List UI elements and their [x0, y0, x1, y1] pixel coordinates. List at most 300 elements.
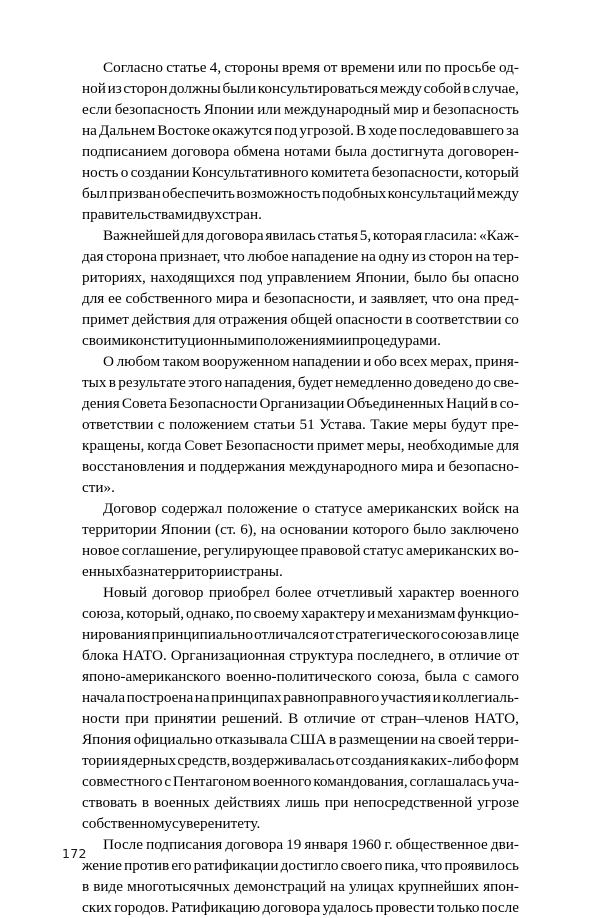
word: ее: [108, 290, 122, 307]
word: Япония: [82, 731, 132, 748]
word: примет: [82, 311, 129, 328]
word: статус: [362, 542, 404, 559]
word: угрозе: [477, 794, 519, 811]
word: двух: [192, 206, 223, 223]
text-line: [82, 288, 519, 309]
word: терри-: [477, 731, 519, 748]
word: г.: [384, 836, 393, 853]
word: обо: [373, 353, 397, 370]
word: нападение: [291, 248, 359, 265]
text-line: [82, 225, 519, 246]
word: Наций: [446, 395, 489, 412]
word: Согласно: [103, 59, 163, 76]
word: мира: [215, 290, 249, 307]
word: между: [476, 185, 519, 202]
text-line: [82, 393, 519, 414]
word: безопасность: [114, 101, 201, 118]
word: комитета: [310, 164, 370, 181]
word: военно-политического: [226, 668, 372, 685]
word: японо-американского: [82, 668, 221, 685]
word: стран–членов: [380, 710, 469, 727]
word: управлением: [266, 269, 351, 286]
word: обеспечить: [162, 185, 235, 202]
word: США: [290, 731, 327, 748]
word: равноправного: [283, 689, 380, 706]
word: Японии: [203, 101, 255, 118]
word: Организации: [259, 395, 345, 412]
word: положение: [227, 500, 298, 517]
word: на: [504, 500, 519, 517]
text-line: [82, 372, 519, 393]
word: отчетливый: [316, 584, 393, 601]
word: Объединенных: [346, 395, 445, 412]
word: крупнейших: [398, 878, 480, 895]
word: последовавшего: [398, 122, 505, 139]
word: Организационная: [170, 647, 286, 664]
word: с: [462, 668, 470, 685]
word: будут: [451, 416, 487, 433]
word: ответствии: [82, 416, 154, 433]
word: создании: [130, 164, 190, 181]
word: когда: [147, 437, 182, 454]
word: сторон: [428, 248, 473, 265]
word: между: [379, 80, 422, 97]
word: из: [411, 248, 426, 265]
word: своему: [253, 605, 300, 622]
text-line: [82, 477, 519, 498]
text-line: [82, 708, 519, 729]
word: В: [355, 122, 367, 139]
text-line: [82, 99, 519, 120]
word: немедленно: [335, 374, 412, 391]
word: явилась: [265, 227, 316, 244]
text-line: [82, 603, 519, 624]
word: начала: [82, 689, 126, 706]
word: военного: [252, 773, 312, 790]
word: принципах: [211, 689, 282, 706]
word: однако,: [186, 605, 234, 622]
word: мир: [393, 101, 419, 118]
word: Консультативного: [191, 164, 309, 181]
word: января: [304, 836, 348, 853]
word: на: [260, 521, 276, 538]
text-line: [82, 162, 519, 183]
word: который: [464, 164, 519, 181]
word: угрозой.: [299, 122, 354, 139]
text-line: [82, 351, 519, 372]
word: конституционными: [129, 332, 256, 349]
word: если: [82, 101, 112, 118]
word: 5,: [359, 227, 372, 244]
word: после: [481, 899, 519, 916]
word: официально: [133, 731, 213, 748]
word: и: [421, 101, 430, 118]
word: его: [171, 857, 192, 874]
word: своей: [438, 731, 475, 748]
word: и: [363, 353, 372, 370]
word: территории: [158, 563, 233, 580]
word: случае,: [472, 80, 519, 97]
word: Японии,: [355, 269, 410, 286]
word: статья: [317, 227, 358, 244]
word: по: [425, 59, 441, 76]
paragraph: [82, 498, 519, 582]
word: тории: [82, 752, 120, 769]
text-line: [82, 771, 519, 792]
word: примет: [316, 437, 364, 454]
word: размещении: [338, 731, 419, 748]
word: и: [251, 290, 261, 307]
word: Такие: [370, 416, 409, 433]
paragraph: [82, 57, 519, 225]
word: меры,: [366, 437, 405, 454]
word: безопасно-: [448, 458, 519, 475]
word: отличался: [254, 626, 320, 643]
text-line: [82, 309, 519, 330]
word: характеру: [301, 605, 366, 622]
word: и: [432, 689, 441, 706]
paragraph: [82, 834, 519, 918]
word: только: [436, 899, 480, 916]
word: или: [257, 101, 282, 118]
word: из: [107, 80, 122, 97]
word: 1960: [350, 836, 382, 853]
word: договорен-: [448, 143, 519, 160]
word: союза,: [377, 668, 420, 685]
word: стран.: [222, 206, 262, 223]
word: результате: [118, 374, 186, 391]
word: международный: [284, 101, 391, 118]
word: общей: [290, 311, 333, 328]
word: военных: [154, 794, 210, 811]
word: структура: [289, 647, 354, 664]
word: вооруженном: [202, 353, 290, 370]
word: Договор: [103, 500, 157, 517]
word: Ратификацию: [171, 899, 261, 916]
word: достигнута: [371, 143, 444, 160]
word: правовой: [300, 542, 361, 559]
word: войск: [462, 500, 500, 517]
word: заключено: [450, 521, 519, 538]
word: совместного: [82, 773, 163, 790]
word: опасно: [474, 269, 519, 286]
word: союза,: [82, 605, 125, 622]
text-line: [82, 876, 519, 897]
word: самого: [474, 668, 519, 685]
word: принципиально: [151, 626, 254, 643]
word: с: [164, 773, 172, 790]
word: действия: [131, 311, 191, 328]
word: в: [108, 374, 116, 391]
text-line: [82, 561, 519, 582]
word: коллегиаль-: [442, 689, 519, 706]
word: доведено: [414, 374, 474, 391]
word: сторон: [123, 80, 168, 97]
word: должны: [169, 80, 221, 97]
word: поддержания: [199, 458, 286, 475]
word: 6),: [240, 521, 257, 538]
word: риториях,: [82, 269, 146, 286]
word: ствовать: [82, 794, 137, 811]
text-line: [82, 834, 519, 855]
word: восстановления: [82, 458, 185, 475]
word: безопасности,: [371, 164, 463, 181]
word: на: [143, 563, 159, 580]
word: более: [275, 584, 312, 601]
word: договора: [171, 143, 230, 160]
word: по: [235, 605, 252, 622]
word: признает,: [159, 248, 221, 265]
word: стратегического: [335, 626, 440, 643]
word: от: [335, 752, 350, 769]
word: в: [82, 878, 90, 895]
word: своего: [340, 857, 383, 874]
word: от: [504, 647, 519, 664]
word: обмена: [233, 143, 280, 160]
word: времени: [340, 59, 395, 76]
word: от: [320, 626, 335, 643]
word: и: [436, 458, 445, 475]
word: договор: [152, 584, 204, 601]
body-text-column: [82, 57, 519, 918]
word: ходе: [368, 122, 397, 139]
word: пре-: [491, 416, 519, 433]
word: Востоке: [157, 122, 210, 139]
text-line: [82, 897, 519, 918]
text-line: [82, 78, 519, 99]
text-line: [82, 813, 519, 834]
word: призван: [108, 185, 161, 202]
text-line: [82, 204, 519, 225]
word: соглашалась: [409, 773, 491, 790]
text-line: [82, 414, 519, 435]
word: меры: [412, 416, 447, 433]
word: О: [103, 353, 114, 370]
word: одну: [378, 248, 410, 265]
word: соответствии: [415, 311, 502, 328]
word: которая: [372, 227, 423, 244]
word: ских: [82, 899, 112, 916]
word: под: [239, 269, 263, 286]
word: Безопасности: [169, 395, 258, 412]
word: Важнейшей: [103, 227, 180, 244]
word: подобных: [321, 185, 387, 202]
word: на: [330, 878, 345, 895]
word: в: [490, 395, 498, 412]
word: участия: [380, 689, 432, 706]
word: отражения: [218, 311, 288, 328]
word: соглашение,: [121, 542, 202, 559]
text-line: [82, 519, 519, 540]
word: просьбе: [444, 59, 496, 76]
word: она: [457, 290, 480, 307]
word: стороны: [224, 59, 279, 76]
word: этого: [188, 374, 223, 391]
word: све-: [493, 374, 519, 391]
word: безопасности,: [263, 290, 355, 307]
word: каких-либо: [410, 752, 484, 769]
word: на: [420, 731, 436, 748]
word: демонстраций: [233, 878, 326, 895]
word: любом: [116, 353, 161, 370]
word: ной: [82, 80, 106, 97]
text-line: [82, 267, 519, 288]
word: дви-: [490, 836, 519, 853]
word: было: [413, 521, 447, 538]
text-line: [82, 57, 519, 78]
word: что: [420, 857, 443, 874]
word: для: [181, 227, 205, 244]
word: на: [194, 689, 210, 706]
word: тер-: [492, 248, 519, 265]
paragraph: [82, 351, 519, 498]
word: В: [288, 710, 299, 727]
word: япон-: [483, 878, 519, 895]
word: 51: [299, 416, 315, 433]
word: в: [405, 311, 413, 328]
word: средств,: [177, 752, 231, 769]
text-line: [82, 498, 519, 519]
word: было: [413, 269, 448, 286]
text-line: [82, 183, 519, 204]
word: на: [360, 248, 376, 265]
word: нотами: [283, 143, 331, 160]
text-line: [82, 141, 519, 162]
word: со: [504, 311, 519, 328]
word: находящихся: [150, 269, 235, 286]
word: 19: [286, 836, 302, 853]
word: статье: [166, 59, 207, 76]
word: тых: [82, 374, 107, 391]
word: форм: [484, 752, 519, 769]
word: уча-: [491, 773, 519, 790]
word: гласила:: [424, 227, 478, 244]
word: нирования: [82, 626, 151, 643]
word: Совета: [121, 395, 167, 412]
word: который,: [126, 605, 184, 622]
word: и: [358, 290, 367, 307]
word: на: [475, 248, 491, 265]
word: в: [141, 794, 150, 811]
word: непосредственной: [353, 794, 473, 811]
word: удалось: [322, 899, 374, 916]
word: время: [281, 59, 321, 76]
word: мира: [401, 458, 434, 475]
word: лишь: [285, 794, 320, 811]
word: или: [398, 59, 422, 76]
word: блока: [82, 647, 119, 664]
word: против: [124, 857, 170, 874]
page-number-folio: 172: [62, 846, 87, 861]
word: командования,: [313, 773, 408, 790]
word: Дальнем: [98, 122, 156, 139]
word: Устава.: [319, 416, 366, 433]
word: НАТО.: [122, 647, 167, 664]
word: статусе: [314, 500, 363, 517]
word: жение: [82, 857, 123, 874]
word: для: [193, 311, 216, 328]
word: подписанием: [82, 143, 168, 160]
word: нападении: [292, 353, 361, 370]
word: дения: [82, 395, 120, 412]
paragraph: [82, 225, 519, 351]
text-line: [82, 540, 519, 561]
word: ратификации: [193, 857, 279, 874]
word: Японии: [160, 521, 211, 538]
word: енных: [82, 563, 123, 580]
word: создания: [351, 752, 409, 769]
word: положением: [169, 416, 250, 433]
word: окажутся: [212, 122, 273, 139]
word: и: [187, 458, 197, 475]
word: страны.: [232, 563, 283, 580]
text-line: [82, 330, 519, 351]
word: на: [82, 122, 97, 139]
word: баз: [122, 563, 144, 580]
paragraph: [82, 582, 519, 834]
word: необходимые: [407, 437, 494, 454]
word: нападения,: [224, 374, 296, 391]
word: После: [103, 836, 144, 853]
word: положениями: [255, 332, 344, 349]
word: о: [120, 164, 129, 181]
word: од-: [499, 59, 519, 76]
word: своими: [82, 332, 130, 349]
word: пика,: [384, 857, 419, 874]
word: консультаций: [387, 185, 476, 202]
word: ности: [82, 710, 120, 727]
word: союза: [440, 626, 480, 643]
word: опасности: [335, 311, 403, 328]
word: провести: [375, 899, 435, 916]
word: достигло: [280, 857, 339, 874]
word: американских: [406, 542, 497, 559]
word: консультироваться: [257, 80, 379, 97]
word: до: [475, 374, 492, 391]
word: (ст.: [215, 521, 237, 538]
word: дая: [82, 248, 104, 265]
word: отличие: [449, 647, 501, 664]
word: о: [302, 500, 310, 517]
word: процедурами.: [351, 332, 441, 349]
word: новое: [82, 542, 120, 559]
word: «Каж-: [479, 227, 519, 244]
word: принятии: [154, 710, 217, 727]
word: статьи: [253, 416, 296, 433]
word: собственного: [125, 290, 213, 307]
text-line: [82, 120, 519, 141]
text-line: [82, 729, 519, 750]
word: в: [463, 80, 471, 97]
word: улицах: [348, 878, 395, 895]
word: Пентагоном: [172, 773, 251, 790]
word: международного: [288, 458, 398, 475]
word: за: [506, 122, 519, 139]
word: характер: [398, 584, 455, 601]
text-line: [82, 624, 519, 645]
word: собой: [423, 80, 462, 97]
text-line: [82, 645, 519, 666]
text-line: [82, 582, 519, 603]
word: регулирующее: [203, 542, 299, 559]
word: общественное: [395, 836, 488, 853]
word: всех: [399, 353, 428, 370]
word: построена: [126, 689, 194, 706]
text-line: [82, 456, 519, 477]
word: в: [480, 626, 488, 643]
word: для: [82, 290, 105, 307]
word: мерах,: [430, 353, 473, 370]
